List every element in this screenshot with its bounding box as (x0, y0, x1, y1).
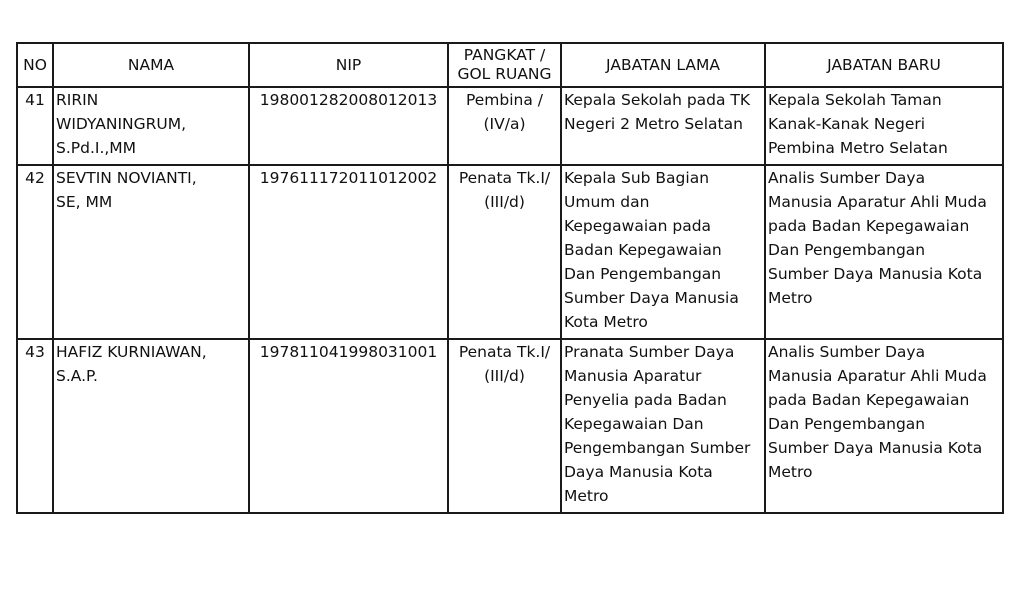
cell-jabatan-baru-line: Analis Sumber Daya (768, 343, 926, 361)
table-row (17, 339, 1003, 513)
cell-jabatan-baru-line: Manusia Aparatur Ahli Muda (768, 367, 987, 385)
cell-pangkat (448, 339, 561, 513)
cell-nip: 198001282008012013 (249, 87, 448, 165)
cell-jabatan-baru-line: Metro (768, 289, 813, 307)
table-row (17, 165, 1003, 339)
cell-jabatan-baru-line: Kanak-Kanak Negeri (768, 115, 926, 133)
cell-jabatan-baru-line: Metro (768, 463, 813, 481)
cell-pangkat-line: (III/d) (484, 193, 525, 211)
header-no: NO (17, 43, 53, 87)
header-nip: NIP (249, 43, 448, 87)
cell-nama-line: SEVTIN NOVIANTI, (56, 169, 197, 187)
cell-pangkat-line: (IV/a) (483, 115, 526, 133)
cell-pangkat-line: Penata Tk.I/ (458, 343, 551, 361)
cell-nip: 197811041998031001 (249, 339, 448, 513)
cell-jabatan-baru-line: pada Badan Kepegawaian (768, 217, 970, 235)
cell-jabatan-baru-line: Sumber Daya Manusia Kota (768, 439, 983, 457)
cell-jabatan-lama-line: Kepegawaian pada (564, 217, 712, 235)
cell-jabatan-lama-line: Daya Manusia Kota (564, 463, 713, 481)
cell-jabatan-baru-line: Dan Pengembangan (768, 415, 926, 433)
cell-jabatan-baru-line: Manusia Aparatur Ahli Muda (768, 193, 987, 211)
cell-jabatan-lama-line: Umum dan (564, 193, 650, 211)
cell-jabatan-baru (765, 87, 1003, 165)
cell-jabatan-lama-line: Sumber Daya Manusia (564, 289, 739, 307)
cell-nama (53, 339, 249, 513)
cell-jabatan-lama (561, 339, 765, 513)
cell-jabatan-lama (561, 87, 765, 165)
table-header-row (17, 43, 1003, 87)
cell-jabatan-lama-line: Metro (564, 487, 609, 505)
header-pangkat-line: PANGKAT / (463, 46, 546, 64)
cell-jabatan-baru (765, 165, 1003, 339)
cell-jabatan-baru-line: Kepala Sekolah Taman (768, 91, 942, 109)
cell-jabatan-baru (765, 339, 1003, 513)
cell-nama-line: S.Pd.I.,MM (56, 139, 137, 157)
cell-pangkat-line: Pembina / (465, 91, 544, 109)
header-pangkat (448, 43, 561, 87)
cell-nama-line: WIDYANINGRUM, (56, 115, 187, 133)
cell-nama-line: RIRIN (56, 91, 99, 109)
cell-jabatan-baru-line: Pembina Metro Selatan (768, 139, 948, 157)
cell-jabatan-baru-line: Dan Pengembangan (768, 241, 926, 259)
table-row (17, 87, 1003, 165)
cell-jabatan-lama-line: Kepegawaian Dan (564, 415, 704, 433)
cell-pangkat-line: Penata Tk.I/ (458, 169, 551, 187)
cell-nama-line: HAFIZ KURNIAWAN, (56, 343, 207, 361)
cell-jabatan-lama-line: Pranata Sumber Daya (564, 343, 735, 361)
cell-pangkat-line: (III/d) (484, 367, 525, 385)
cell-no: 42 (17, 165, 53, 339)
cell-jabatan-baru-line: Analis Sumber Daya (768, 169, 926, 187)
cell-jabatan-lama-line: Manusia Aparatur (564, 367, 702, 385)
header-jabatan-baru: JABATAN BARU (765, 43, 1003, 87)
cell-no: 43 (17, 339, 53, 513)
cell-jabatan-lama-line: Penyelia pada Badan (564, 391, 727, 409)
cell-jabatan-lama-line: Dan Pengembangan (564, 265, 722, 283)
cell-jabatan-lama (561, 165, 765, 339)
cell-jabatan-lama-line: Kepala Sekolah pada TK (564, 91, 751, 109)
cell-jabatan-lama-line: Kota Metro (564, 313, 648, 331)
cell-jabatan-baru-line: pada Badan Kepegawaian (768, 391, 970, 409)
cell-nama-line: S.A.P. (56, 367, 98, 385)
cell-jabatan-lama-line: Badan Kepegawaian (564, 241, 722, 259)
cell-nama (53, 87, 249, 165)
cell-nama-line: SE, MM (56, 193, 113, 211)
table-body (17, 87, 1003, 513)
header-jabatan-lama: JABATAN LAMA (561, 43, 765, 87)
cell-jabatan-lama-line: Negeri 2 Metro Selatan (564, 115, 743, 133)
cell-jabatan-lama-line: Pengembangan Sumber (564, 439, 751, 457)
employee-table (16, 42, 1004, 514)
header-pangkat-line: GOL RUANG (457, 65, 552, 83)
cell-pangkat (448, 87, 561, 165)
cell-pangkat (448, 165, 561, 339)
cell-jabatan-lama-line: Kepala Sub Bagian (564, 169, 710, 187)
cell-nama (53, 165, 249, 339)
cell-nip: 197611172011012002 (249, 165, 448, 339)
cell-no: 41 (17, 87, 53, 165)
header-nama: NAMA (53, 43, 249, 87)
cell-jabatan-baru-line: Sumber Daya Manusia Kota (768, 265, 983, 283)
